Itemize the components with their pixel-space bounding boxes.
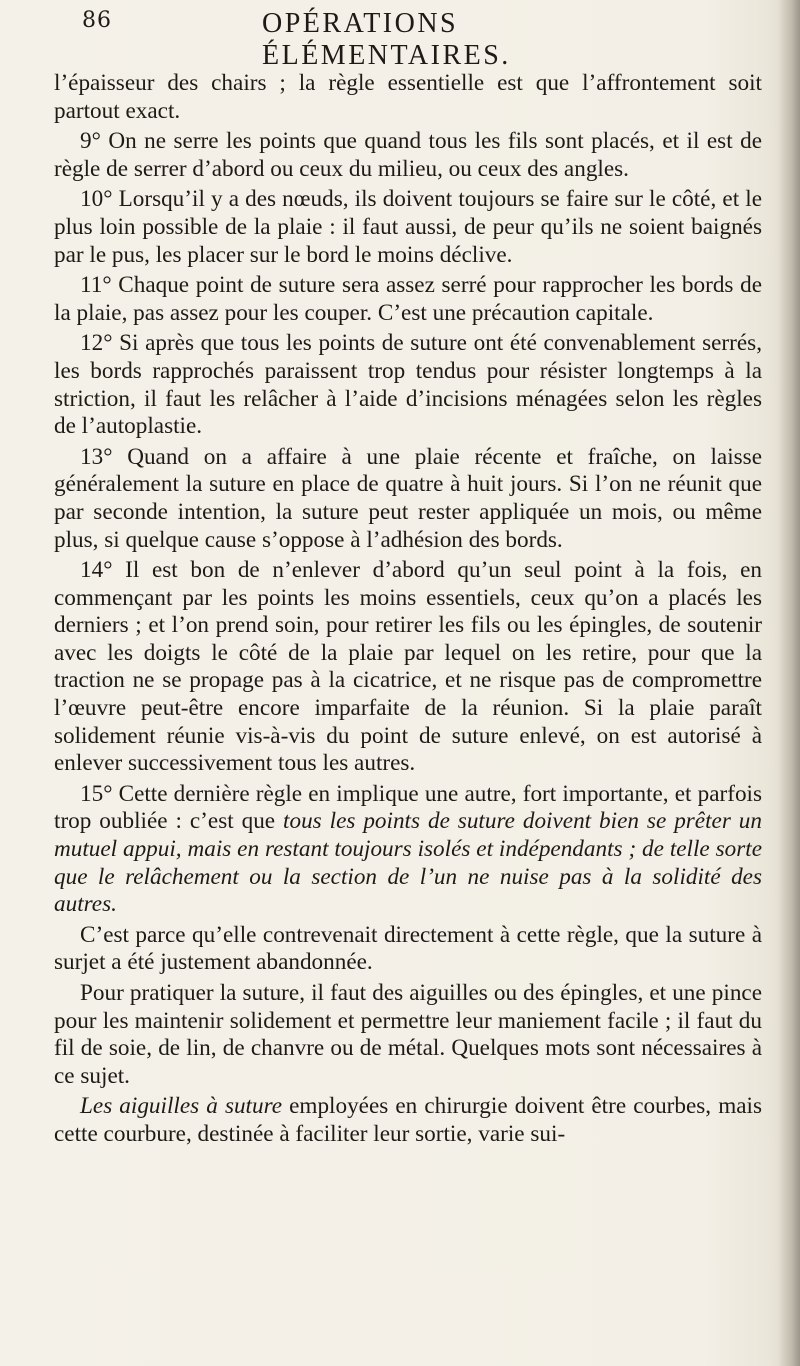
page-header — [82, 8, 702, 71]
instruments-paragraph: Pour pratiquer la suture, il faut des aiguilles ou des épingles, et une pince pour les maintenir solidement et permettre leur maniement facile ; il faut du fil de soie, de lin, de chanvre ou de métal. Quelques mots sont nécessaires à ce sujet. — [54, 980, 762, 1089]
body-text — [54, 70, 762, 1149]
rule-12: 12° Si après que tous les points de suture ont été convenablement serrés, les bords rapprochés paraissent trop tendus pour résister longtemps à la striction, il faut les relâcher à l’aide d’incisions ménagées selon les règles de l’autoplastie. — [54, 330, 762, 440]
needles-paragraph — [54, 1093, 762, 1148]
rule-10: 10° Lorsqu’il y a des nœuds, ils doivent toujours se faire sur le côté, et le plus loin possible de la plaie : il faut aussi, de peur qu’ils ne soient baignés par le pus, les placer sur le bord le moins déclive. — [54, 186, 762, 268]
rule-9: 9° On ne serre les points que quand tous les fils sont placés, et il est de règle de serrer d’abord ou ceux du milieu, ou ceux des angles. — [54, 128, 762, 182]
page-number: 86 — [82, 8, 112, 33]
rule-15 — [54, 781, 762, 919]
page-edge-shadow — [778, 0, 800, 1366]
needles-text: employées en chirurgie doivent être courbes, mais cette courbure, destinée à faciliter leur sortie, varie sui- — [54, 1093, 762, 1147]
rule-14: 14° Il est bon de n’enlever d’abord qu’un seul point à la fois, en commençant par les points les moins essentiels, ceux qu’on a placés les derniers ; et l’on prend soin, pour retirer les fils ou les épingles, de soutenir avec les doigts le côté de la plaie par lequel on les retire, pour que la traction ne se propage pas à la cicatrice, et ne risque pas de compromettre l’œuvre peut-être encore imparfaite de la réunion. Si la plaie paraît solidement réunie vis-à-vis du point de suture enlevé, on est autorisé à enlever successivement tous les autres. — [54, 557, 762, 777]
surjet-paragraph: C’est parce qu’elle contrevenait directement à cette règle, que la suture à surjet a été justement abandonnée. — [54, 921, 762, 976]
rule-15-text: 15° Cette dernière règle en implique une autre, fort importante, et parfois trop oubliée : c’est que — [54, 780, 762, 835]
running-head: OPÉRATIONS ÉLÉMENTAIRES. — [262, 8, 511, 71]
rule-15-italic-text: tous les points de suture doivent bien se prêter un mutuel appui, mais en restant toujours isolés et indépendants ; de telle sorte que le relâchement ou la section de l’un ne nuise pas à la solidité des autres. — [54, 808, 762, 918]
paragraph-continuation: l’épaisseur des chairs ; la règle essentielle est que l’affrontement soit partout exact. — [54, 70, 762, 124]
needles-italic-term: Les aiguilles à suture — [80, 1093, 283, 1120]
rule-11: 11° Chaque point de suture sera assez serré pour rapprocher les bords de la plaie, pas assez pour les couper. C’est une précaution capitale. — [54, 272, 762, 326]
rule-13: 13° Quand on a affaire à une plaie récente et fraîche, on laisse généralement la suture en place de quatre à huit jours. Si l’on ne réunit que par seconde intention, la suture peut rester appliquée un mois, ou même plus, si quelque cause s’oppose à l’adhésion des bords. — [54, 443, 762, 553]
